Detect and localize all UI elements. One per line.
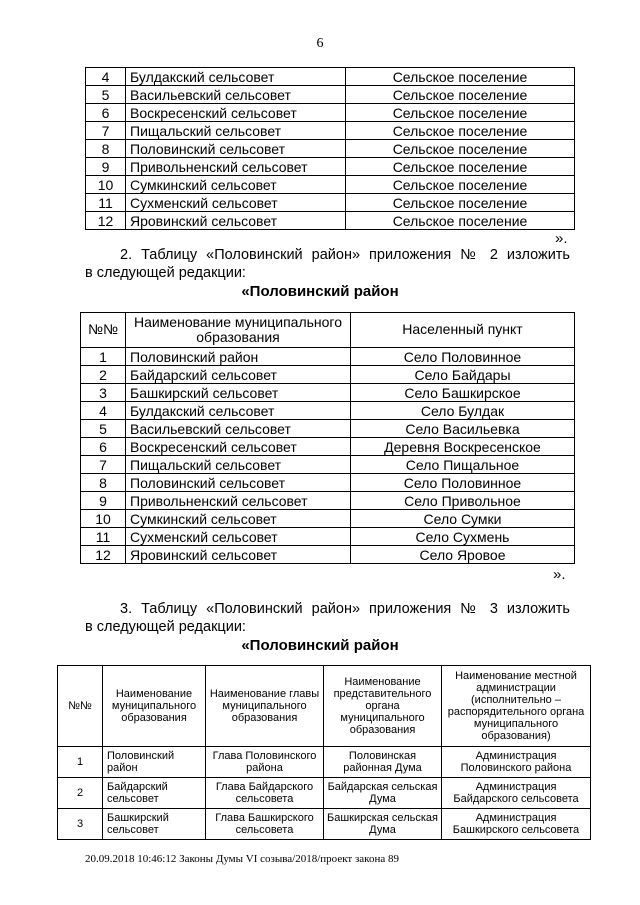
table-row <box>81 366 575 384</box>
municipality-name: Васильевский сельсовет <box>126 86 346 104</box>
municipality-type: Сельское поселение <box>346 68 575 86</box>
municipality-type: Сельское поселение <box>346 104 575 122</box>
row-number: 1 <box>58 747 103 778</box>
table-row <box>86 68 575 86</box>
row-number: 1 <box>81 348 126 366</box>
municipality-name: Булдакский сельсовет <box>126 402 351 420</box>
municipality-name: Половинский сельсовет <box>126 140 346 158</box>
municipality-name: Байдарский сельсовет <box>126 366 351 384</box>
row-number: 6 <box>81 438 126 456</box>
municipality-name: Сухменский сельсовет <box>126 528 351 546</box>
municipality-name: Башкирский сельсовет <box>103 809 206 840</box>
settlement-name: Село Сумки <box>351 510 575 528</box>
table-row <box>81 474 575 492</box>
representative-body: Байдарская сельская Дума <box>324 778 442 809</box>
municipality-type: Сельское поселение <box>346 212 575 230</box>
row-number: 3 <box>81 384 126 402</box>
table-row <box>81 546 575 564</box>
settlement-name: Село Сухмень <box>351 528 575 546</box>
row-number: 10 <box>86 176 126 194</box>
municipality-name: Сумкинский сельсовет <box>126 510 351 528</box>
municipality-name: Пищальский сельсовет <box>126 122 346 140</box>
row-number: 9 <box>86 158 126 176</box>
table3-header-head: Наименование главы муниципального образования <box>206 666 324 747</box>
row-number: 5 <box>81 420 126 438</box>
municipality-name: Байдарский сельсовет <box>103 778 206 809</box>
paragraph-3-line1: 3. Таблицу «Половинский район» приложения № 3 изложить <box>120 601 570 617</box>
row-number: 12 <box>86 212 126 230</box>
municipality-name: Привольненский сельсовет <box>126 492 351 510</box>
row-number: 5 <box>86 86 126 104</box>
head-title: Глава Половинского района <box>206 747 324 778</box>
municipality-name: Привольненский сельсовет <box>126 158 346 176</box>
table-row <box>58 778 591 809</box>
row-number: 8 <box>81 474 126 492</box>
table2-header-number: №№ <box>81 313 126 348</box>
municipality-name: Пищальский сельсовет <box>126 456 351 474</box>
administration-name: Администрация Половинского района <box>442 747 591 778</box>
table-row <box>81 492 575 510</box>
row-number: 4 <box>86 68 126 86</box>
municipality-name: Яровинский сельсовет <box>126 546 351 564</box>
table-row <box>86 176 575 194</box>
settlement-name: Село Половинное <box>351 474 575 492</box>
settlement-name: Село Привольное <box>351 492 575 510</box>
table-row <box>86 104 575 122</box>
settlement-name: Село Пищальное <box>351 456 575 474</box>
settlement-name: Село Васильевка <box>351 420 575 438</box>
settlement-name: Село Байдары <box>351 366 575 384</box>
table-row <box>81 438 575 456</box>
representative-body: Башкирская сельская Дума <box>324 809 442 840</box>
administration-name: Администрация Байдарского сельсовета <box>442 778 591 809</box>
row-number: 2 <box>58 778 103 809</box>
table-row <box>58 809 591 840</box>
table3-header-administration: Наименование местной администрации (исполнительно – распорядительного органа муниципального образования) <box>442 666 591 747</box>
row-number: 8 <box>86 140 126 158</box>
municipality-name: Сумкинский сельсовет <box>126 176 346 194</box>
table-row <box>81 348 575 366</box>
table3-header-name: Наименование муниципального образования <box>103 666 206 747</box>
row-number: 11 <box>86 194 126 212</box>
table-row <box>81 510 575 528</box>
row-number: 7 <box>86 122 126 140</box>
row-number: 12 <box>81 546 126 564</box>
footer-path: 20.09.2018 10:46:12 Законы Думы VI созыва/2018/проект закона 89 <box>85 853 399 865</box>
settlement-name: Село Яровое <box>351 546 575 564</box>
row-number: 6 <box>86 104 126 122</box>
table2-closing-quote: ». <box>553 566 566 583</box>
table-row <box>86 212 575 230</box>
row-number: 3 <box>58 809 103 840</box>
table3-header-number: №№ <box>58 666 103 747</box>
table2-header-name: Наименование муниципального образования <box>126 313 351 348</box>
settlement-name: Деревня Воскресенское <box>351 438 575 456</box>
municipality-name: Воскресенский сельсовет <box>126 438 351 456</box>
table-row <box>86 140 575 158</box>
municipality-type: Сельское поселение <box>346 194 575 212</box>
representative-body: Половинская районная Дума <box>324 747 442 778</box>
administration-name: Администрация Башкирского сельсовета <box>442 809 591 840</box>
table2-heading: «Половинский район <box>241 283 399 300</box>
settlement-name: Село Булдак <box>351 402 575 420</box>
table-row <box>86 194 575 212</box>
municipality-name: Башкирский сельсовет <box>126 384 351 402</box>
row-number: 7 <box>81 456 126 474</box>
table-row <box>86 158 575 176</box>
municipality-name: Сухменский сельсовет <box>126 194 346 212</box>
row-number: 11 <box>81 528 126 546</box>
municipality-type: Сельское поселение <box>346 176 575 194</box>
table-municipal-bodies <box>57 665 591 840</box>
municipality-name: Половинский район <box>103 747 206 778</box>
settlement-name: Село Башкирское <box>351 384 575 402</box>
table3-header-representative: Наименование представительного органа муниципального образования <box>324 666 442 747</box>
municipality-name: Воскресенский сельсовет <box>126 104 346 122</box>
row-number: 2 <box>81 366 126 384</box>
table3-heading: «Половинский район <box>241 637 399 654</box>
table-row <box>81 528 575 546</box>
table-row <box>81 456 575 474</box>
table-row <box>81 402 575 420</box>
paragraph-2-line1: 2. Таблицу «Половинский район» приложения № 2 изложить <box>120 247 570 263</box>
table1-closing-quote: ». <box>555 230 568 247</box>
head-title: Глава Башкирского сельсовета <box>206 809 324 840</box>
table-row <box>86 86 575 104</box>
municipality-name: Половинский район <box>126 348 351 366</box>
page-number: 6 <box>316 36 324 51</box>
table-row <box>86 122 575 140</box>
municipality-name: Васильевский сельсовет <box>126 420 351 438</box>
row-number: 10 <box>81 510 126 528</box>
table-row <box>81 384 575 402</box>
paragraph-3-line2: в следующей редакции: <box>85 619 246 635</box>
municipality-type: Сельское поселение <box>346 86 575 104</box>
table-row <box>58 747 591 778</box>
municipality-type: Сельское поселение <box>346 122 575 140</box>
municipality-name: Булдакский сельсовет <box>126 68 346 86</box>
paragraph-2-line2: в следующей редакции: <box>85 265 246 281</box>
municipality-name: Яровинский сельсовет <box>126 212 346 230</box>
table-municipal-types <box>85 67 575 230</box>
row-number: 4 <box>81 402 126 420</box>
head-title: Глава Байдарского сельсовета <box>206 778 324 809</box>
table2-header-place: Населенный пункт <box>351 313 575 348</box>
municipality-type: Сельское поселение <box>346 140 575 158</box>
table-settlements <box>80 312 575 564</box>
settlement-name: Село Половинное <box>351 348 575 366</box>
municipality-name: Половинский сельсовет <box>126 474 351 492</box>
row-number: 9 <box>81 492 126 510</box>
municipality-type: Сельское поселение <box>346 158 575 176</box>
table-row <box>81 420 575 438</box>
